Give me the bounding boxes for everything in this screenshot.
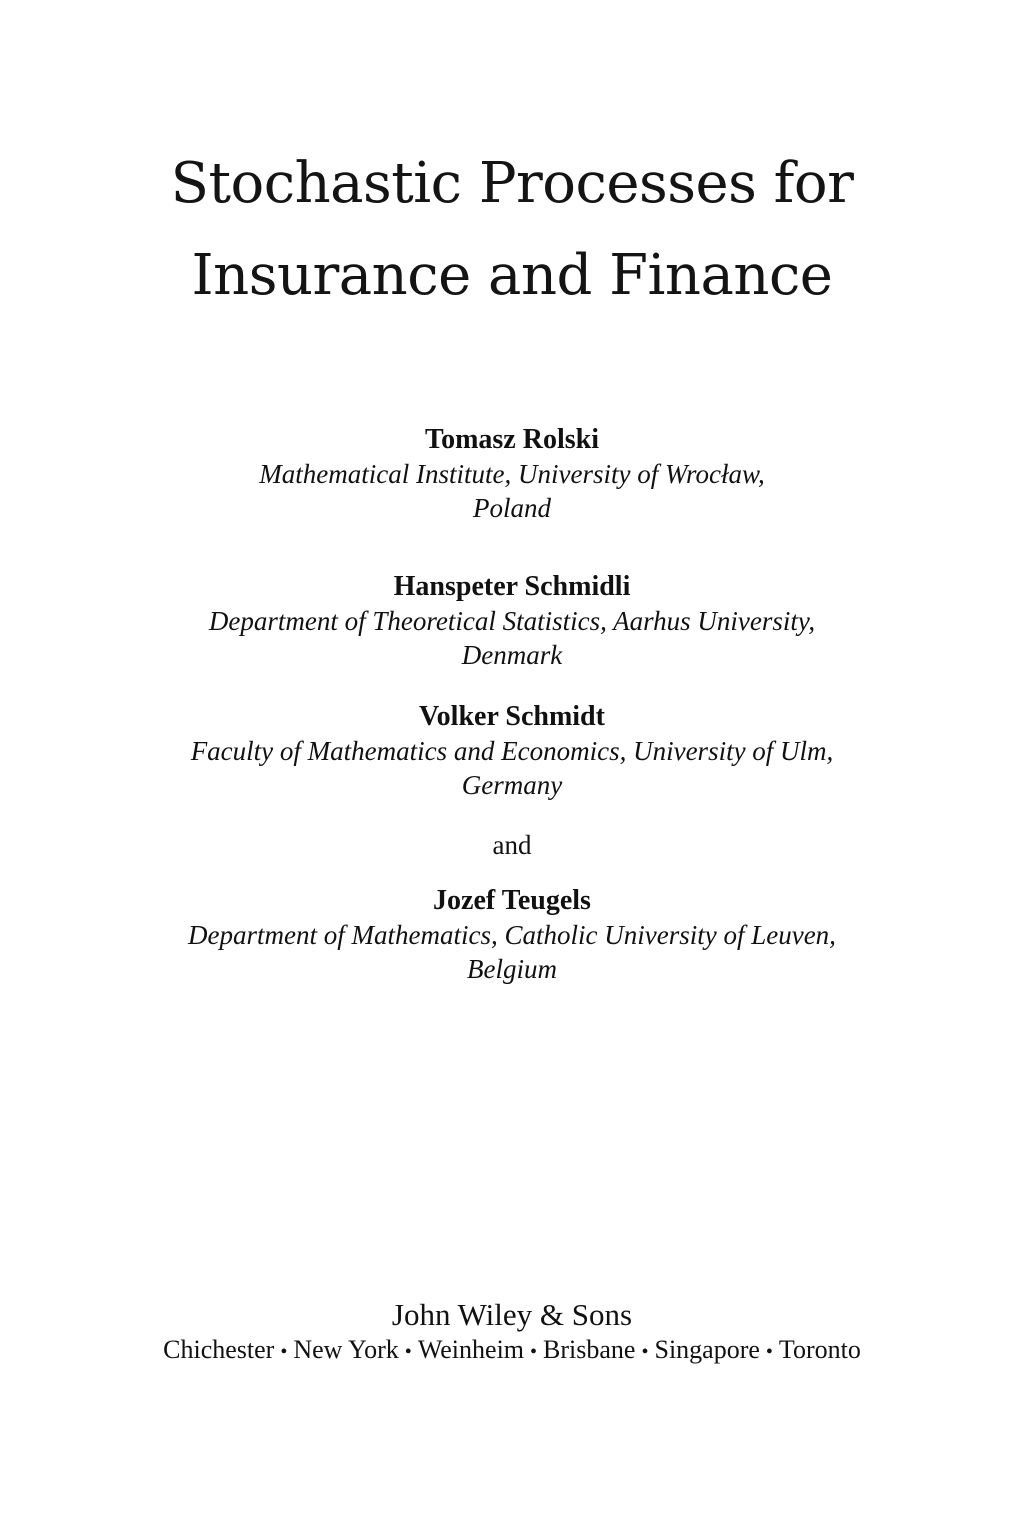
author-affiliation-line-2: Belgium bbox=[467, 954, 557, 984]
author-block-3 bbox=[0, 700, 1024, 802]
city: New York bbox=[293, 1335, 399, 1364]
author-block-4 bbox=[0, 884, 1024, 986]
book-title bbox=[0, 138, 1024, 322]
author-affiliation-line-1: Mathematical Institute, University of Wrocław, bbox=[259, 459, 765, 489]
publisher-cities bbox=[0, 1334, 1024, 1368]
city: Chichester bbox=[163, 1335, 275, 1364]
author-affiliation-line-1: Department of Theoretical Statistics, Aarhus University, bbox=[208, 606, 816, 636]
author-name: Tomasz Rolski bbox=[424, 424, 599, 455]
bullet-separator: • bbox=[530, 1341, 538, 1363]
author-affiliation-line-2: Germany bbox=[461, 770, 563, 800]
city: Weinheim bbox=[417, 1335, 525, 1364]
publisher-name: John Wiley & Sons bbox=[391, 1297, 633, 1332]
author-affiliation-line-2: Denmark bbox=[461, 640, 563, 670]
bullet-separator: • bbox=[641, 1341, 649, 1363]
author-name: Hanspeter Schmidli bbox=[393, 571, 631, 602]
author-name: Jozef Teugels bbox=[433, 885, 591, 916]
city: Brisbane bbox=[543, 1335, 636, 1364]
author-affiliation-line-1: Faculty of Mathematics and Economics, University of Ulm, bbox=[190, 736, 834, 766]
bullet-separator: • bbox=[765, 1341, 773, 1363]
book-title-line-1: Stochastic Processes for bbox=[170, 151, 854, 216]
city: Toronto bbox=[778, 1335, 861, 1364]
author-affiliation-line-2: Poland bbox=[473, 493, 551, 523]
bullet-separator: • bbox=[404, 1341, 412, 1363]
author-block-2 bbox=[0, 570, 1024, 672]
city: Singapore bbox=[654, 1335, 760, 1364]
conjunction-and: and bbox=[492, 830, 532, 860]
author-affiliation-line-1: Department of Mathematics, Catholic University of Leuven, bbox=[188, 920, 836, 950]
author-block-1 bbox=[0, 423, 1024, 525]
book-title-line-2: Insurance and Finance bbox=[191, 243, 833, 308]
author-name: Volker Schmidt bbox=[419, 701, 605, 732]
bullet-separator: • bbox=[280, 1341, 288, 1363]
